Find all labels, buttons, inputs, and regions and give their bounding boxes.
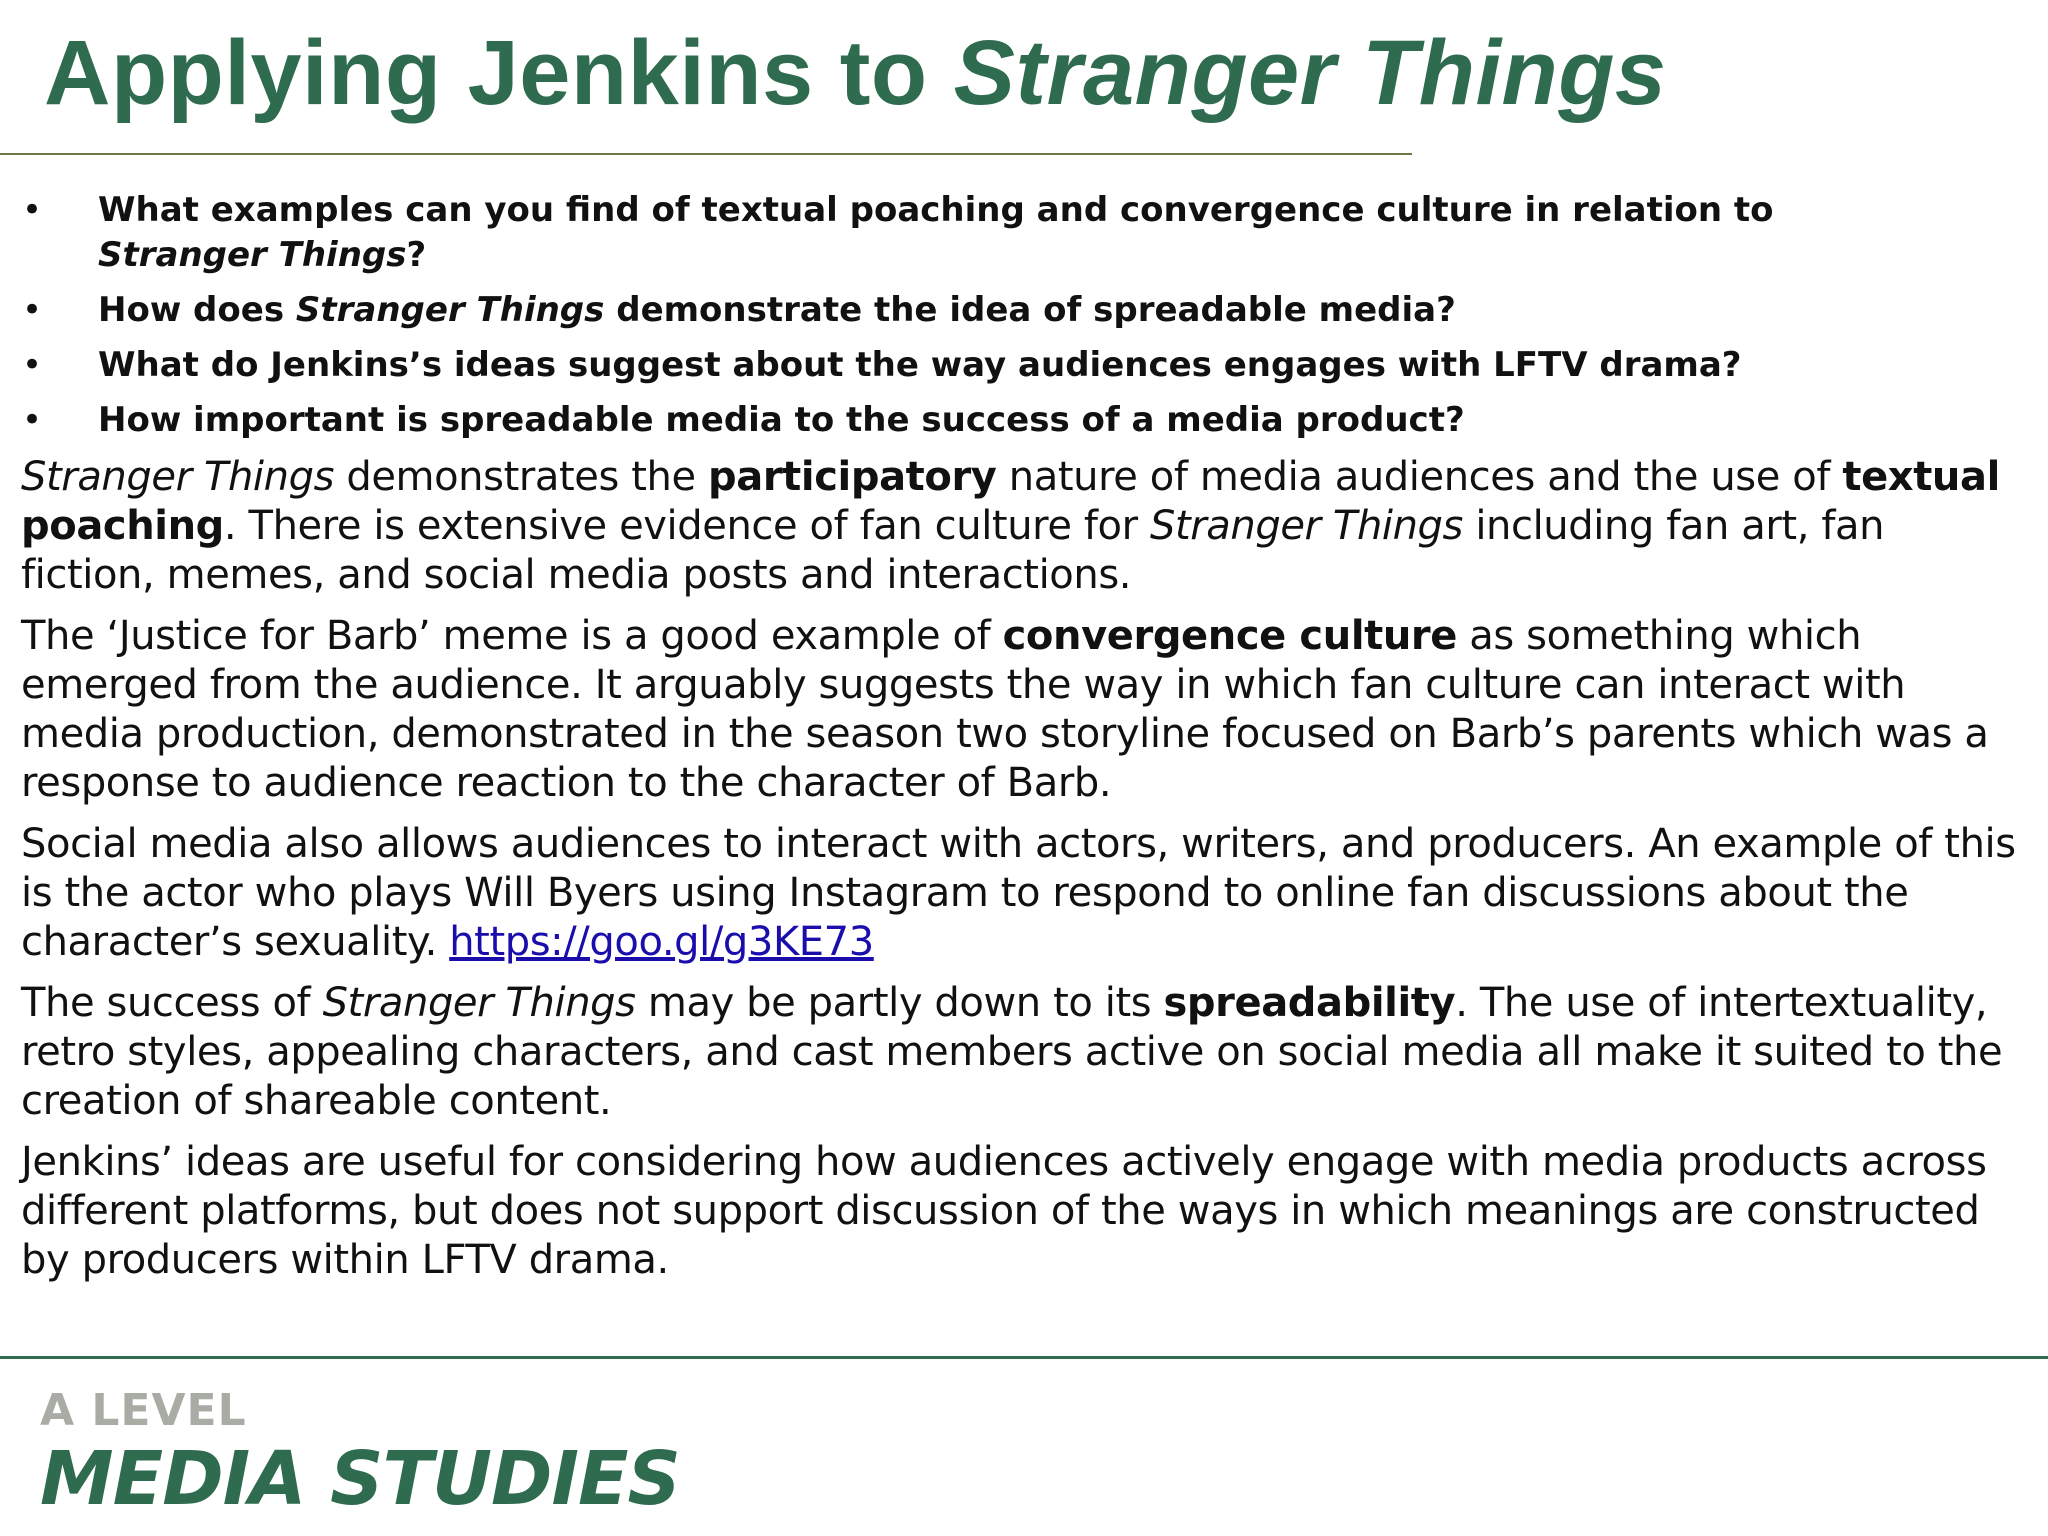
- title-divider: [0, 153, 1412, 155]
- footer-divider: [0, 1356, 2048, 1359]
- logo-media-studies: MEDIA STUDIES: [40, 1436, 680, 1522]
- source-link[interactable]: https://goo.gl/g3KE73: [449, 919, 874, 965]
- media-studies-logo: [40, 1386, 680, 1522]
- paragraph-social-media: Social media also allows audiences to interact with actors, writers, and producers. An example of this is the actor who plays Will Byers using Instagram to respond to online fan discussions about the character’s sexuality. https://goo.gl/g3KE73: [21, 821, 2016, 965]
- paragraph-participatory: Stranger Things demonstrates the participatory nature of media audiences and the use of textual poaching. There is extensive evidence of fan culture for Stranger Things including fan art, fan fiction, memes, and social media posts and interactions.: [21, 454, 2000, 598]
- paragraph-spreadability: The success of Stranger Things may be partly down to its spreadability. The use of intertextuality, retro styles, appealing characters, and cast members active on social media all make it suited to the creation of shareable content.: [21, 980, 2003, 1124]
- question-item: • What do Jenkins’s ideas suggest about the way audiences engages with LFTV drama?: [0, 343, 1940, 388]
- paragraph-conclusion: Jenkins’ ideas are useful for considering how audiences actively engage with media products across different platforms, but does not support discussion of the ways in which meanings are constructed by producers within LFTV drama.: [21, 1139, 1987, 1283]
- logo-a-level: A LEVEL: [40, 1385, 247, 1436]
- question-item: • How does Stranger Things demonstrate the idea of spreadable media?: [0, 288, 1940, 333]
- paragraph-convergence: The ‘Justice for Barb’ meme is a good example of convergence culture as something which emerged from the audience. It arguably suggests the way in which fan culture can interact with media production, demonstrated in the season two storyline focused on Barb’s parents which was a response to audience reaction to the character of Barb.: [21, 613, 1989, 806]
- question-item: • How important is spreadable media to the success of a media product?: [0, 398, 1940, 443]
- slide-title: [44, 18, 1667, 128]
- question-list: [0, 188, 1940, 453]
- slide-title-prefix: Applying Jenkins to: [44, 22, 954, 124]
- slide-title-italic: Stranger Things: [953, 22, 1667, 124]
- body-text: [21, 453, 2021, 1297]
- question-item: • What examples can you find of textual poaching and convergence culture in relation to Stranger Things?: [0, 188, 1940, 278]
